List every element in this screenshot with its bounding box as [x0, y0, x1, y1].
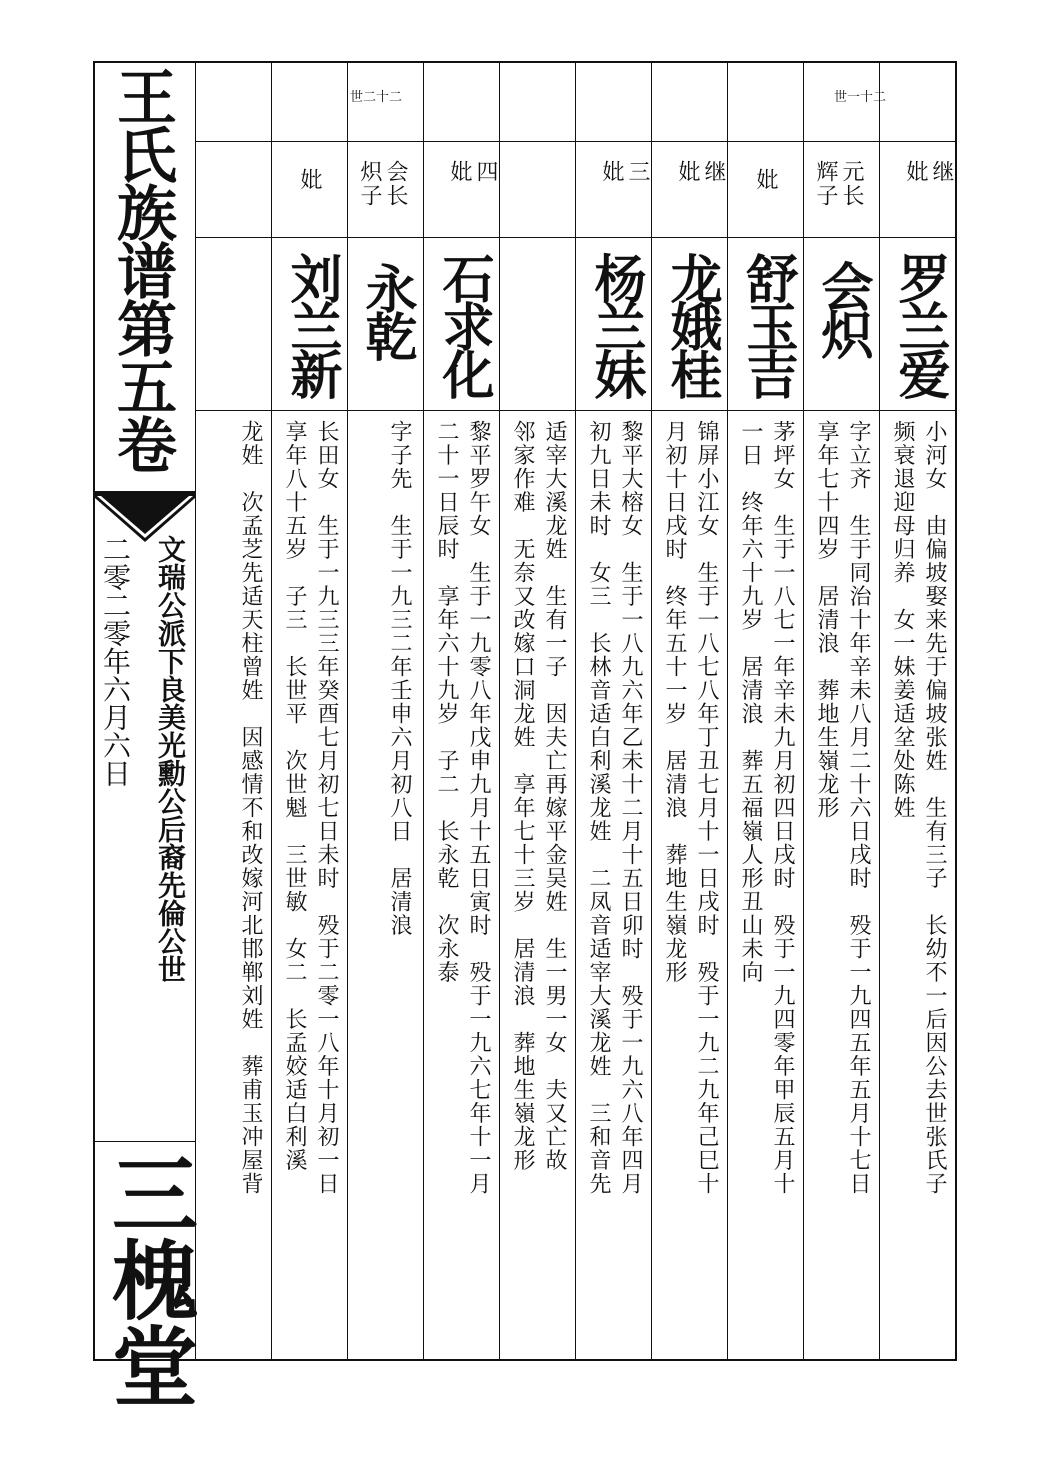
hall-name: 三槐堂: [97, 1150, 198, 1408]
column-divider: [879, 63, 880, 1359]
row-divider: [195, 237, 957, 238]
row-divider: [195, 410, 957, 411]
person-name: 罗兰爱: [889, 252, 950, 396]
relation-label: 妣: [753, 168, 778, 192]
relation-label: 继 妣: [903, 160, 954, 184]
column-divider: [727, 63, 728, 1359]
column-divider: [271, 63, 272, 1359]
generation-label: 世二十二: [350, 90, 403, 105]
relation-label: 会长 炽子: [357, 160, 408, 208]
branch-subtitle: 文瑞公派下良美光勳公后裔先倫公世: [154, 535, 187, 983]
biography-text: 字子先 生于一九三二年壬申六月初八日 居清浪: [387, 420, 412, 937]
relation-label: 四 妣: [447, 160, 498, 184]
relation-label: 妣: [297, 168, 322, 192]
relation-label: 元长 辉子: [813, 160, 864, 208]
person-name: 石求化: [433, 252, 494, 396]
biography-text: 适宰大溪龙姓 生有一子 因夫亡再嫁平金吴姓 生一男一女 夫又亡故 邻家作难 无奈又改嫁口洞龙姓 享年七十三岁 居清浪 葬地生嶺龙形: [510, 420, 567, 1172]
biography-text: 黎平罗午女 生于一九零八年戊申九月十五日寅时 殁于一九六七年十一月 二十一日辰时 享年六十九岁 子二 长永乾 次永泰: [434, 420, 491, 1196]
relation-label: 继 妣: [675, 160, 726, 184]
column-divider: [575, 63, 576, 1359]
person-name: 刘兰新: [281, 252, 342, 396]
person-name: 永乾: [356, 262, 417, 358]
row-divider: [195, 141, 957, 142]
title-divider: [95, 1141, 195, 1142]
column-divider: [803, 63, 804, 1359]
compile-date: 二零二零年六月六日: [99, 535, 132, 787]
biography-text: 字立齐 生于同治十年辛未八月二十六日戌时 殁于一九四五年五月十七日 享年七十四岁 居清浪 葬地生嶺龙形: [814, 420, 871, 1196]
column-divider: [423, 63, 424, 1359]
column-divider: [651, 63, 652, 1359]
column-divider: [347, 63, 348, 1359]
book-title: 王氏族谱第五卷: [107, 66, 177, 472]
biography-text: 小河女 由偏坡娶来先于偏坡张姓 生有三子 长幼不一后因公去世张氏子 频衰退迎母归养 女一妹姜适坌处陈姓: [890, 420, 947, 1196]
person-name: 龙娥桂: [661, 252, 722, 396]
biography-text: 锦屏小江女 生于一八七八年丁丑七月十一日戌时 殁于一九二九年己巳十 月初十日戌时 终年五十一岁 居清浪 葬地生嶺龙形: [662, 420, 719, 1196]
biography-text: 茅坪女 生于一八七一年辛未九月初四日戌时 殁于一九四零年甲辰五月十 一日 终年六十九岁 居清浪 葬五福嶺人形丑山未向: [738, 420, 795, 1196]
column-divider: [499, 63, 500, 1359]
biography-text: 龙姓 次孟芝先适天柱曾姓 因感情不和改嫁河北邯郸刘姓 葬甫玉冲屋背: [238, 420, 263, 1196]
person-name: 杨兰妹: [585, 252, 646, 396]
biography-text: 黎平大榕女 生于一八九六年乙未十二月十五日卯时 殁于一九六八年四月 初九日未时 女三 长林音适白利溪龙姓 二凤音适宰大溪龙姓 三和音先: [586, 420, 643, 1196]
person-name: 会炽: [812, 260, 873, 356]
relation-label: 三 妣: [599, 160, 650, 184]
generation-label: 世一十二: [834, 90, 887, 105]
biography-text: 长田女 生于一九三三年癸酉七月初七日未时 殁于二零一八年十月初一日 享年八十五岁 子三 长世平 次世魁 三世敏 女二 长孟姣适白利溪: [282, 420, 339, 1196]
person-name: 舒玉吉: [737, 252, 798, 396]
